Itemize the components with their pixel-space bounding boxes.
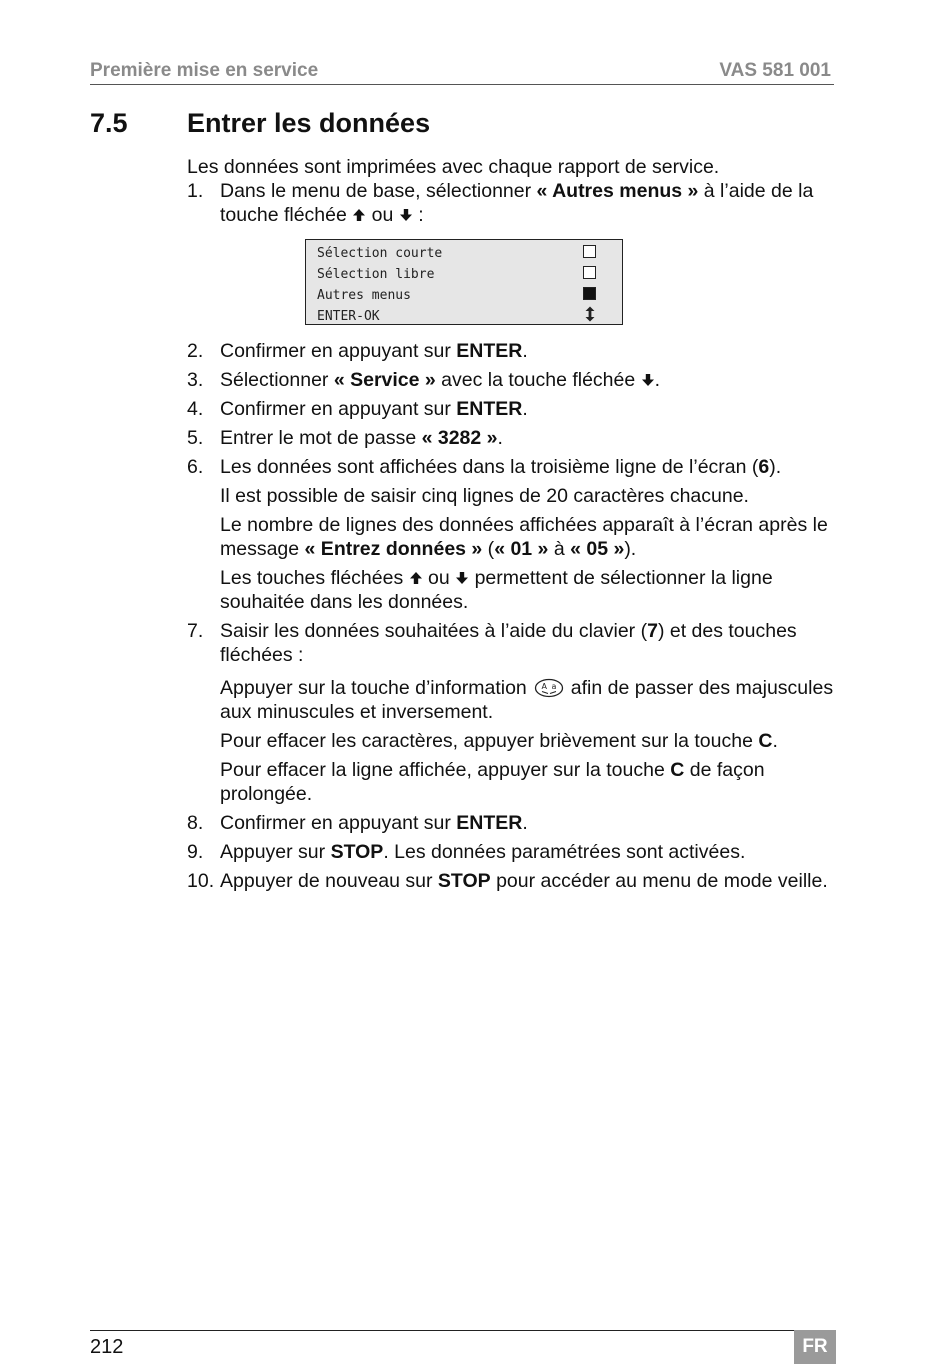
step-1: 1. Dans le menu de base, sélectionner « Autres menus » à l’aide de la touche fléchée ou : Sélection courte Sélection libre Autres menus ENTER-OK: [187, 179, 837, 325]
step-5: 5. Entrer le mot de passe « 3282 ».: [187, 427, 503, 449]
arrow-up-icon: [409, 571, 423, 585]
step-number: 9.: [187, 841, 204, 863]
checkbox-empty-icon: [583, 266, 596, 279]
step-10: 10. Appuyer de nouveau sur STOP pour accéder au menu de mode veille.: [187, 870, 828, 892]
lcd-row-label: Sélection courte: [317, 246, 443, 261]
step-6-note: Il est possible de saisir cinq lignes de 20 caractères chacune.: [220, 485, 749, 507]
step-7-note: Pour effacer la ligne affichée, appuyer sur la touche C de façon prolongée.: [220, 759, 765, 805]
header-chapter: Première mise en service: [90, 60, 319, 81]
step-number: 5.: [187, 427, 204, 449]
lcd-row: [317, 263, 611, 283]
section-number: 7.5: [90, 108, 128, 138]
step-7-note: Pour effacer les caractères, appuyer brièvement sur la touche C.: [220, 730, 778, 752]
section-title: Entrer les données: [187, 108, 431, 138]
step-7: 7. Saisir les données souhaitées à l’aide du clavier (7) et des touches fléchées : Appuyer sur la touche d’information A a afin de passer des majuscules aux minuscules et inversement. Pour effacer les caractères, appuyer brièvement sur la touche C. Pour effacer la ligne affichée, appuyer sur la touche C de façon prolongée.: [187, 619, 837, 806]
checkbox-empty-icon: [583, 245, 596, 258]
section-body: [187, 155, 837, 898]
step-number: 1.: [187, 180, 204, 202]
updown-arrow-icon: [583, 306, 597, 322]
lcd-row-label: Autres menus: [317, 288, 411, 303]
step-6: 6. Les données sont affichées dans la troisième ligne de l’écran (6). Il est possible de saisir cinq lignes de 20 caractères chacune. Le nombre de lignes des données affichées apparaît à l’écran après le message « Entrez données » (« 01 » à « 05 »). Les touches fléchées ou permettent de sélectionner la ligne souhaitée dans les données.: [187, 455, 837, 614]
step-number: 4.: [187, 398, 204, 420]
lcd-row: [317, 305, 611, 325]
step-4: 4. Confirmer en appuyant sur ENTER.: [187, 398, 528, 420]
steps-list: [187, 179, 837, 893]
info-key-icon: [533, 678, 565, 698]
arrow-down-icon: [399, 208, 413, 222]
step-number: 2.: [187, 340, 204, 362]
step-6-note: Les touches fléchées ou permettent de sélectionner la ligne souhaitée dans les données.: [220, 567, 773, 613]
step-8: 8. Confirmer en appuyant sur ENTER.: [187, 812, 528, 834]
svg-text:a: a: [551, 682, 557, 691]
step-7-note: Appuyer sur la touche d’information A a afin de passer des majuscules aux minuscules et inversement.: [220, 677, 834, 723]
lcd-display: [305, 239, 623, 325]
language-badge: FR: [794, 1330, 836, 1364]
arrow-up-icon: [352, 208, 366, 222]
footer-divider: [90, 1330, 836, 1331]
running-header: [90, 58, 834, 85]
step-3: 3. Sélectionner « Service » avec la touche fléchée .: [187, 369, 661, 391]
header-model: VAS 581 001: [719, 60, 831, 81]
lcd-row-label: Sélection libre: [317, 267, 435, 282]
step-6-note: Le nombre de lignes des données affichées apparaît à l’écran après le message « Entrez données » (« 01 » à « 05 »).: [220, 514, 828, 560]
lcd-row: [317, 242, 611, 262]
step-2: 2. Confirmer en appuyant sur ENTER.: [187, 340, 528, 362]
step-number: 7.: [187, 620, 204, 642]
arrow-down-icon: [455, 571, 469, 585]
lcd-row-label: ENTER-OK: [317, 309, 380, 324]
step-number: 10.: [187, 870, 215, 892]
step-number: 8.: [187, 812, 204, 834]
page-number: 212: [90, 1336, 124, 1358]
step-9: 9. Appuyer sur STOP. Les données paramétrées sont activées.: [187, 841, 746, 863]
lcd-row: [317, 284, 611, 304]
checkbox-filled-icon: [583, 287, 596, 300]
arrow-down-icon: [641, 373, 655, 387]
intro-text: Les données sont imprimées avec chaque rapport de service.: [187, 156, 720, 178]
step-number: 3.: [187, 369, 204, 391]
svg-text:A: A: [541, 682, 547, 691]
step-number: 6.: [187, 456, 204, 478]
